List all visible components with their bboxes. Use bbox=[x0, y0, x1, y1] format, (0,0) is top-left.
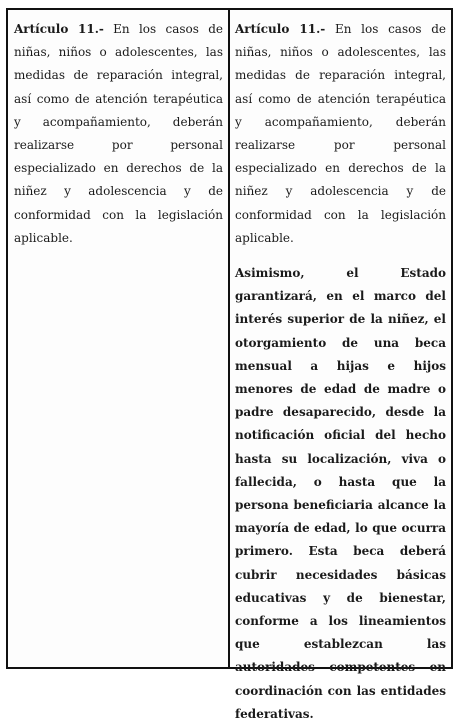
comparison-table bbox=[6, 8, 453, 721]
proposed-text-column bbox=[230, 10, 451, 721]
right-article-text: En los casos de niñas, niños o adolescentes, las medidas de reparación integral, así como de atención terapéutica y acompañamiento, deberán realizarse por personal especializado en derechos de la niñez y adolescencia y de conformidad con la legislación aplicable. bbox=[235, 22, 446, 245]
right-article-paragraph bbox=[235, 18, 446, 250]
current-text-column bbox=[8, 10, 230, 667]
left-article-label: Artículo 11.- bbox=[14, 22, 104, 36]
left-article-paragraph bbox=[14, 18, 223, 250]
left-article-text: En los casos de niñas, niños o adolescentes, las medidas de reparación integral, así como de atención terapéutica y acompañamiento, deberán realizarse por personal especializado en derechos de la niñez y adolescencia y de conformidad con la legislación aplicable. bbox=[14, 22, 223, 245]
right-added-paragraph: Asimismo, el Estado garantizará, en el marco del interés superior de la niñez, el otorgamiento de una beca mensual a hijas e hijos menores de edad de madre o padre desaparecido, desde la notificación oficial del hecho hasta su localización, viva o fallecida, o hasta que la persona beneficiaria alcance la mayoría de edad, lo que ocurra primero. Esta beca deberá cubrir necesidades básicas educativas y de bienestar, conforme a los lineamientos que establezcan las autoridades competentes en coordinación con las entidades federativas. bbox=[235, 266, 446, 721]
right-article-label: Artículo 11.- bbox=[235, 22, 326, 36]
